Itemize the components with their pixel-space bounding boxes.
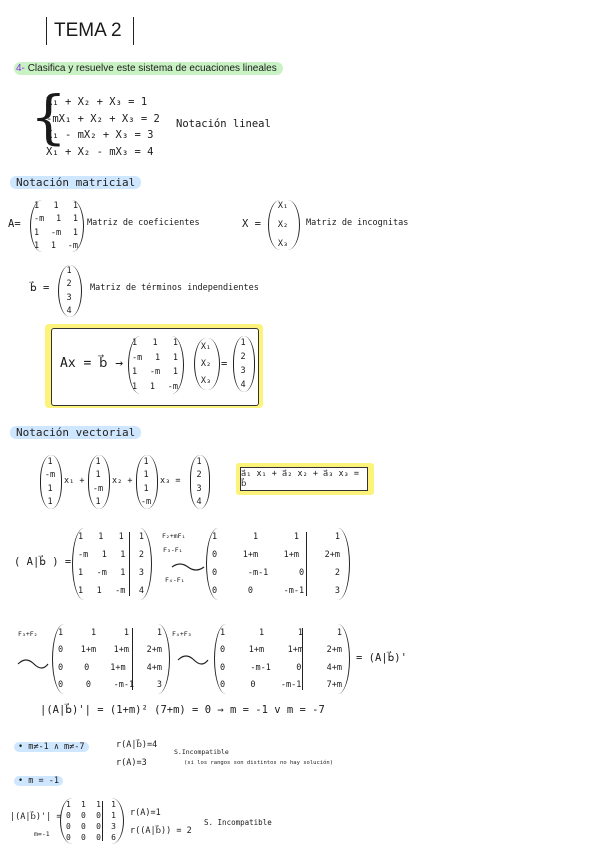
equation-2: -mX₁ + X₂ + X₃ = 2 [46,112,160,125]
matrix-entry: 1 [293,532,300,542]
matrix-entry: 4 [138,586,144,596]
vectorial-heading: Notación vectorial [10,426,141,439]
matrix-entry: 1 [47,483,53,494]
matrix-entry: 1+m [248,645,265,656]
matrix-entry: 0 [220,679,226,690]
matrix-entry: 0 [66,833,71,842]
matrix-entry: 1+m [287,645,304,656]
matrix-entry: 2 [334,568,340,578]
matrix-entry: 1 [111,800,116,809]
matrix-entry: 0 [96,811,101,820]
matrix-entry: -m [132,352,143,363]
matrix-entry: 0 [96,833,101,842]
matrix-entry: 0 [58,645,64,656]
matrix-entry: 1 [47,457,53,467]
equation-3: X₁ - mX₂ + X₃ = 3 [46,129,154,142]
matrix-entry: -m [115,586,126,596]
matrix-entry: -m-1 [250,662,271,673]
matrix-entry: 0 [247,586,253,596]
op-f3-f2: F₃+F₂ [18,630,38,638]
op-f4-f1: F₄-F₁ [165,576,185,584]
matrix-equation-lhs: Ax = b⃗ → [60,356,124,371]
tilde-3 [178,656,208,664]
matrix-entry: 1 [98,532,104,542]
matrix-entry: 4+m [326,662,342,673]
matrix-a-label: A= [8,218,21,230]
matrix-entry: 0 [212,568,218,578]
matrix-entry: 1+m [283,550,300,560]
matrix-entry: 0 [299,568,305,578]
matrix-entry: 1 [138,532,144,542]
matrix-entry: 1 [66,266,72,276]
vectorial-box-text: a⃗₁ x₁ + a⃗₂ x₂ + a⃗₃ x₃ = b⃗ [240,467,368,491]
matrix-entry: 3 [240,366,246,376]
matrix-entry: X₁ [200,342,212,352]
matrix-entry: X₁ [277,201,289,211]
matrix-entry: -m-1 [280,679,302,690]
matrix-entry: 0 [58,662,64,673]
matrix-entry: 1 [132,381,138,392]
case2-det-label: |(A|b⃗)'| = [10,812,62,822]
matrix-entry: 1 [336,628,342,638]
matrix-entry: -m [92,483,104,494]
matrix-entry: 1 [72,214,78,225]
matrix-entry: 1 [120,550,126,560]
matrix-entry: 0 [81,822,86,831]
matrix-entry: 1 [95,496,101,507]
matrix-entry: 1 [240,338,246,348]
matrix-entry: 0 [220,645,226,656]
case1-result: S.Incompatible [174,748,229,756]
augmented-result: = (A|b⃗)' [356,652,407,664]
matrix-entry: 1 [252,532,259,542]
exercise-text: Clasifica y resuelve este sistema de ecuaciones lineales [27,63,277,74]
matrix-entry: 0 [220,662,226,673]
matrix-entry: 0 [66,811,71,820]
vector-b-desc: Matriz de términos independientes [90,283,259,293]
matrix-entry: 1 [34,227,40,238]
matrix-entry: 1 [196,457,202,467]
matrix-entry: 0 [66,822,71,831]
matrix-entry: -m [140,496,152,507]
matrix-entry: 1+m [110,662,126,673]
matrix-entry: 1 [81,800,86,809]
op-f3-f1: F₃-F₁ [163,546,183,554]
matrix-entry: 2+m [324,550,340,560]
matrix-entry: 1 [172,367,178,378]
matrix-entry: -m-1 [283,586,305,596]
matrix-entry: X₃ [200,376,212,386]
matrix-entry: 1 [72,201,78,211]
matrix-entry: 0 [296,662,302,673]
matrix-entry: 1 [143,457,149,467]
matrix-entry: 1 [132,338,138,348]
exercise-number: 4- [16,63,25,74]
matrix-entry: 2+m [326,645,342,656]
case1-note: (si los rangos son distintos no hay solución) [184,760,334,766]
equation-4: X₁ + X₂ - mX₃ = 4 [46,145,154,158]
matrix-entry: 1 [56,214,62,225]
matrix-entry: 1 [172,352,178,363]
matrix-entry: 0 [58,679,64,690]
matricial-heading: Notación matricial [10,176,141,189]
matrix-entry: 1 [96,586,102,596]
matrix-entry: -m [50,227,62,238]
matrix-x-label: X = [242,218,261,230]
matrix-entry: 0 [81,811,86,820]
matrix-entry: 0 [212,586,218,596]
matrix-entry: -m [67,240,78,251]
op-f2-mf1: F₂+mF₁ [162,532,186,540]
matrix-entry: 1 [149,381,155,392]
matrix-entry: 1 [78,532,84,542]
matrix-entry: 1 [143,483,149,494]
matrix-x-desc: Matriz de incognitas [306,218,409,228]
matrix-entry: 0 [85,679,91,690]
matrix-entry: • m≠-1 ∧ m≠-7 [14,742,89,752]
matrix-entry: 4+m [146,662,162,673]
matrix-entry: -m [34,214,45,225]
box-equals: = [221,358,228,370]
x3-term: x₃ = [160,476,181,486]
case2-sub: m=-1 [34,830,50,838]
matrix-entry: -m-1 [113,679,135,690]
vector-b-label: b⃗ = [30,282,50,294]
tilde-1 [172,564,204,570]
determinant-equation: |(A|b⃗)'| = (1+m)² (7+m) = 0 → m = -1 v m = -7 [40,704,325,716]
case2-result: S. Incompatible [204,818,272,827]
x2-term: x₂ + [112,476,133,486]
matrix-entry: 0 [84,662,90,673]
matrix-entry: 2+m [146,645,162,656]
x1-term: x₁ + [64,476,85,486]
matrix-entry: 1 [78,568,84,578]
matrix-entry: -m-1 [247,568,269,578]
matrix-entry: 1 [95,470,101,481]
matrix-entry: 1 [50,240,56,251]
matrix-entry: -m [96,568,107,578]
matrix-entry: 1+m [242,550,259,560]
matrix-entry: 3 [156,679,162,690]
matrix-entry: 1 [96,800,101,809]
matrix-entry: 6 [111,833,116,842]
matrix-entry: 1 [152,338,158,348]
matrix-entry: 2 [66,279,72,290]
matrix-entry: 1 [101,550,107,560]
matrix-entry: 4 [196,496,202,507]
matrix-entry: 0 [212,550,218,560]
page-title: TEMA 2 [54,20,122,41]
matrix-a-desc: Matriz de coeficientes [87,218,200,228]
case2-rank-a: r(A)=1 [130,808,161,818]
matrix-entry: 7+m [326,679,342,690]
matrix-entry: 1 [143,470,149,481]
matrix-entry: 3 [138,568,144,578]
matrix-entry: 1 [34,240,40,251]
matrix-entry: 1 [212,532,218,542]
matrix-entry: -m [78,550,89,560]
matrix-entry: 2 [240,352,246,362]
linear-notation-label: Notación lineal [176,118,271,130]
matrix-entry: 1 [95,457,101,467]
matrix-entry: 3 [66,292,72,303]
matrix-entry: -m [44,470,56,481]
matrix-entry: 1 [111,811,116,820]
matrix-entry: 1 [220,628,226,638]
matrix-entry: 0 [250,679,256,690]
matrix-entry: 2 [196,470,202,481]
case1-rank-augmented: r(A|b⃗)=4 [116,740,158,750]
matrix-entry: 3 [111,822,116,831]
system-brace: { [30,83,67,151]
matrix-entry: -m [149,367,161,378]
matrix-entry: 4 [240,380,246,390]
op-f4-f3: F₄+F₃ [172,630,192,638]
matrix-entry: 1 [90,628,97,638]
matrix-entry: 1 [53,201,59,211]
matrix-entry: 1+m [80,645,97,656]
matrix-entry: 1 [297,628,304,638]
matrix-entry: X₂ [277,220,289,230]
matrix-entry: 1 [72,227,78,238]
matrix-entry: 1 [118,532,124,542]
matrix-entry: 2 [138,550,144,560]
matrix-entry: 1 [334,532,340,542]
matrix-entry: 1 [66,800,71,809]
matrix-entry: 1 [172,338,178,348]
matrix-entry: 1 [47,496,53,507]
matrix-entry: 1+m [113,645,130,656]
case1-rank-a: r(A)=3 [116,758,147,768]
matrix-entry: 1 [155,352,161,363]
matrix-entry: 3 [196,483,202,494]
case2-rank-augmented: r((A|b⃗)) = 2 [130,826,192,836]
matrix-entry: 1 [156,628,162,638]
matrix-entry: 0 [96,822,101,831]
matrix-entry: X₂ [200,359,212,369]
matrix-entry: 1 [58,628,64,638]
matrix-entry: 1 [120,568,126,578]
matrix-entry: 1 [123,628,130,638]
augmented-label: ( A|b⃗ ) = [14,556,72,568]
tilde-2 [18,660,48,668]
matrix-entry: • m = -1 [14,776,63,786]
matrix-entry: 1 [78,586,84,596]
matrix-entry: 4 [66,305,72,316]
matrix-entry: 1 [132,367,138,378]
equation-1: X₁ + X₂ + X₃ = 1 [46,96,148,108]
matrix-entry: 0 [81,833,86,842]
matrix-entry: 1 [34,201,40,211]
matrix-entry: 3 [334,586,340,596]
matrix-entry: -m [167,381,178,392]
matrix-entry: 1 [258,628,265,638]
matrix-entry: X₃ [277,239,289,249]
